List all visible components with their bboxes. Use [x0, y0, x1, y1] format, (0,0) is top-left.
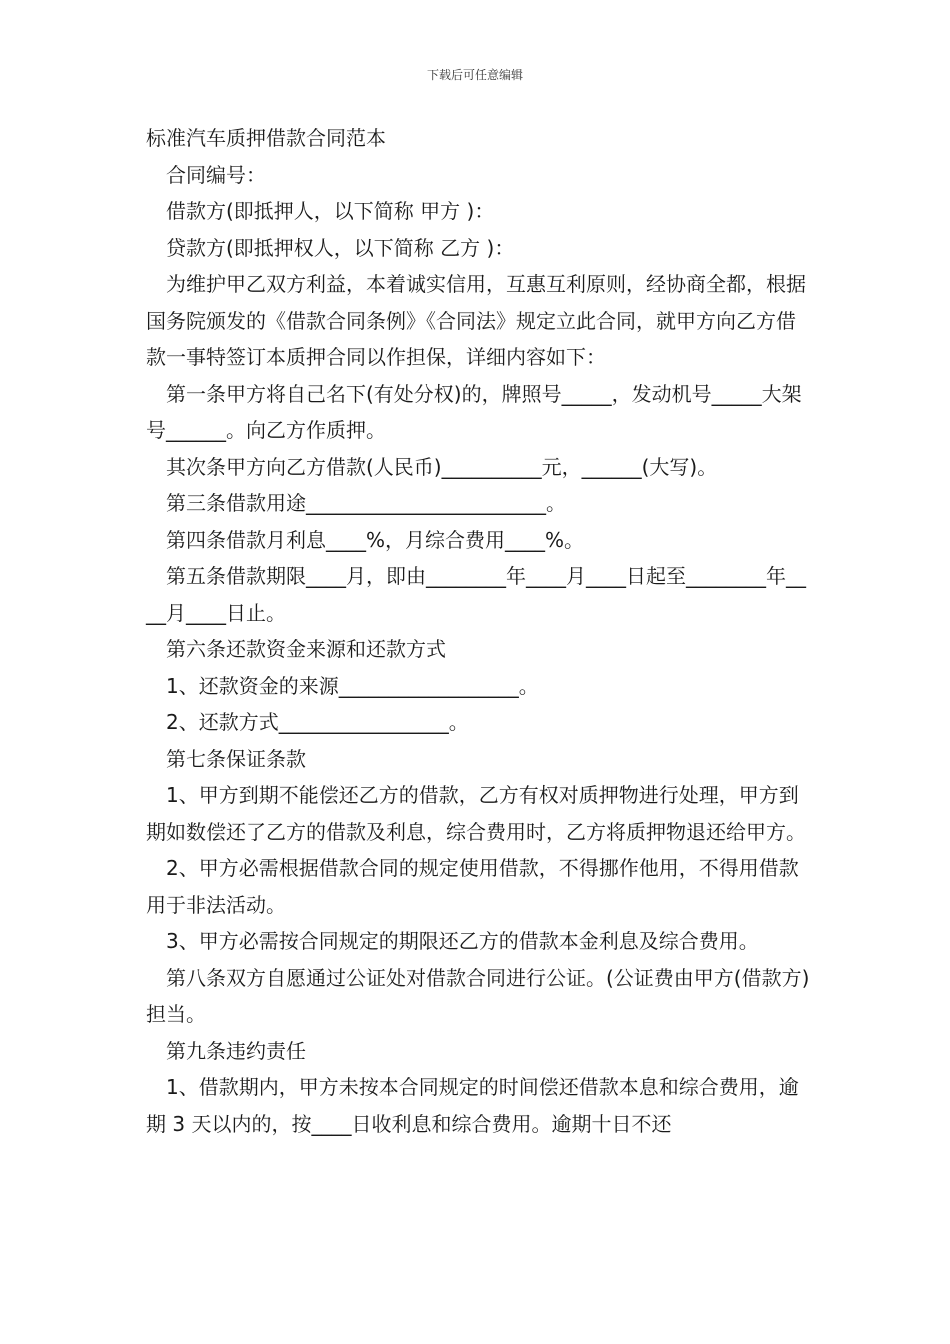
paragraph-contract-number: 合同编号： — [166, 162, 266, 187]
paragraph-article-6: 第六条还款资金来源和还款方式 — [166, 637, 446, 661]
paragraph-article-6-item-2: 2、还款方式_________________。 — [166, 710, 469, 734]
paragraph-lender: 贷款方(即抵押权人，以下简称 乙方 )： — [166, 235, 515, 260]
paragraph-article-3: 第三条借款用途________________________。 — [166, 491, 566, 515]
document-title: 标准汽车质押借款合同范本 — [146, 126, 386, 150]
paragraph-article-2: 其次条甲方向乙方借款(人民币)__________元，______(大写)。 — [166, 454, 718, 479]
document-body — [146, 120, 810, 1142]
paragraph-preamble: 为维护甲乙双方利益，本着诚实信用，互惠互利原则，经协商全都，根据国务院颁发的《借款合同条例》《合同法》规定立此合同，就甲方向乙方借款一事特签订本质押合同以作担保，详细内容如下： — [146, 272, 806, 369]
paragraph-borrower: 借款方(即抵押人，以下简称 甲方 )： — [166, 199, 495, 223]
paragraph-article-6-item-1: 1、还款资金的来源__________________。 — [166, 673, 539, 698]
paragraph-article-7-item-1: 1、甲方到期不能偿还乙方的借款，乙方有权对质押物进行处理，甲方到期如数偿还了乙方的借款及利息，综合费用时，乙方将质押物退还给甲方。 — [146, 783, 806, 844]
paragraph-article-4: 第四条借款月利息____%，月综合费用____%。 — [166, 527, 585, 552]
header-note: 下载后可任意编辑 — [426, 68, 523, 82]
paragraph-article-5: 第五条借款期限____月，即由________年____月____日起至________年____月____日止。 — [146, 564, 806, 625]
paragraph-article-1: 第一条甲方将自己名下(有处分权)的，牌照号_____，发动机号_____大架号______。向乙方作质押。 — [146, 381, 802, 442]
paragraph-article-9-item-1: 1、借款期内，甲方未按本合同规定的时间偿还借款本息和综合费用，逾期 3 天以内的，按____日收利息和综合费用。逾期十日不还 — [146, 1075, 799, 1136]
paragraph-article-7: 第七条保证条款 — [166, 746, 306, 771]
paragraph-article-7-item-2: 2、甲方必需根据借款合同的规定使用借款，不得挪作他用，不得用借款用于非法活动。 — [146, 856, 799, 917]
paragraph-article-9: 第九条违约责任 — [166, 1038, 306, 1063]
paragraph-article-7-item-3: 3、甲方必需按合同规定的期限还乙方的借款本金利息及综合费用。 — [166, 929, 759, 953]
paragraph-article-8: 第八条双方自愿通过公证处对借款合同进行公证。(公证费由甲方(借款方)担当。 — [146, 965, 810, 1026]
